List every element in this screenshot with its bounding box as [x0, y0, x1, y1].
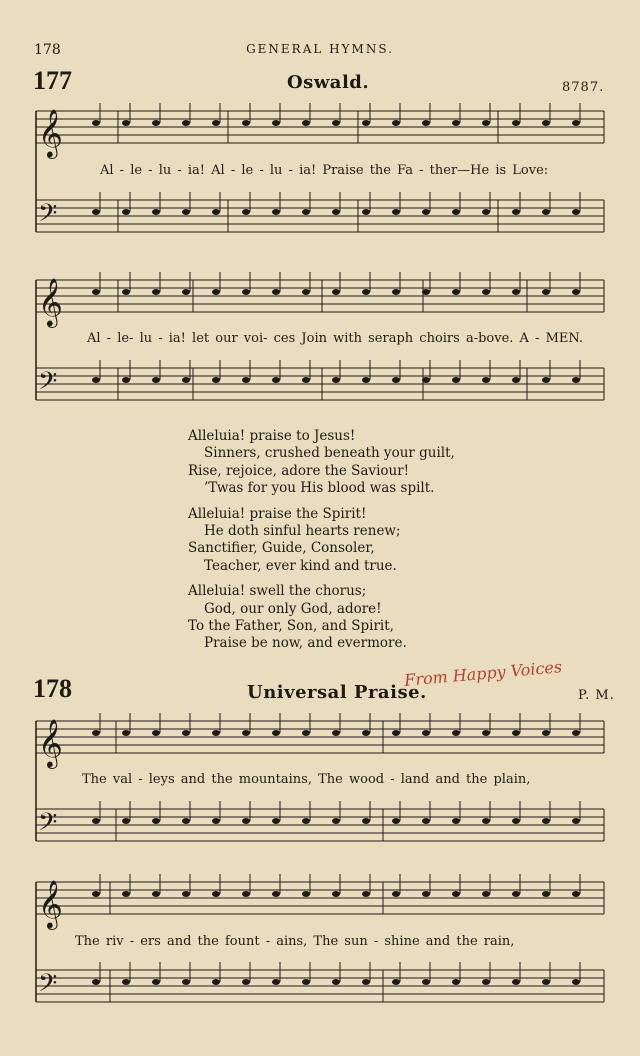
verse-line: God, our only God, adore! [204, 600, 382, 617]
treble-clef: 𝄞 [38, 277, 63, 326]
note-head [482, 979, 490, 985]
note-head [362, 289, 370, 295]
note-head [92, 209, 100, 215]
bass-clef: 𝄢 [38, 808, 58, 843]
note-head [392, 289, 400, 295]
note-head [92, 377, 100, 383]
note-head [242, 979, 250, 985]
note-head [512, 289, 520, 295]
note-head [512, 377, 520, 383]
note-head [242, 120, 250, 126]
note-head [452, 377, 460, 383]
note-head [452, 818, 460, 824]
note-head [572, 209, 580, 215]
note-head [422, 730, 430, 736]
note-head [452, 209, 460, 215]
note-head [392, 209, 400, 215]
lyrics-177-line-1: Al - le - lu - ia! Al - le - lu - ia! Praise the Fa - ther—He is Love: [100, 163, 549, 178]
verse-line: He doth sinful hearts renew; [204, 523, 401, 540]
note-head [452, 120, 460, 126]
note-head [392, 818, 400, 824]
note-head [542, 979, 550, 985]
note-head [542, 289, 550, 295]
note-head [242, 377, 250, 383]
note-head [422, 120, 430, 126]
note-head [272, 209, 280, 215]
note-head [572, 979, 580, 985]
tune-name-oswald: Oswald. [287, 72, 370, 93]
verse-line: Alleluia! swell the chorus; [188, 583, 367, 600]
note-head [362, 818, 370, 824]
note-head [302, 730, 310, 736]
note-head [152, 891, 160, 897]
verse-line: Rise, rejoice, adore the Saviour! [188, 462, 410, 479]
note-head [242, 289, 250, 295]
note-head [212, 891, 220, 897]
note-head [332, 730, 340, 736]
note-head [272, 730, 280, 736]
tune-name-universal-praise: Universal Praise. [247, 682, 427, 703]
note-head [452, 979, 460, 985]
note-head [542, 891, 550, 897]
note-head [302, 209, 310, 215]
verse-3 [188, 506, 455, 576]
verse-line: Sanctifier, Guide, Consoler, [188, 540, 375, 557]
note-head [152, 730, 160, 736]
note-head [122, 730, 130, 736]
note-head [422, 818, 430, 824]
note-head [242, 209, 250, 215]
verse-line: Alleluia! praise to Jesus! [188, 428, 356, 444]
note-head [332, 209, 340, 215]
note-head [572, 891, 580, 897]
verse-line: Alleluia! praise the Spirit! [188, 505, 367, 522]
note-head [422, 979, 430, 985]
note-head [272, 818, 280, 824]
note-head [542, 818, 550, 824]
verse-line: Praise be now, and evermore. [204, 635, 407, 652]
note-head [302, 979, 310, 985]
note-head [362, 730, 370, 736]
note-head [212, 818, 220, 824]
bass-clef: 𝄢 [38, 969, 58, 1004]
note-head [152, 289, 160, 295]
note-head [152, 818, 160, 824]
note-head [482, 377, 490, 383]
note-head [572, 120, 580, 126]
note-head [572, 289, 580, 295]
hymn-number-178: 178 [33, 674, 72, 703]
note-head [182, 891, 190, 897]
note-head [122, 818, 130, 824]
note-head [542, 120, 550, 126]
bass-clef: 𝄢 [38, 367, 58, 402]
note-head [302, 891, 310, 897]
note-head [92, 818, 100, 824]
note-head [512, 120, 520, 126]
note-head [512, 818, 520, 824]
verse-line: Teacher, ever kind and true. [204, 557, 397, 574]
note-head [92, 891, 100, 897]
verse-line: Sinners, crushed beneath your guilt, [204, 445, 455, 462]
note-head [392, 730, 400, 736]
note-head [122, 209, 130, 215]
note-head [212, 289, 220, 295]
note-head [332, 289, 340, 295]
note-head [242, 730, 250, 736]
note-head [482, 891, 490, 897]
hymn-number-177: 177 [33, 66, 72, 95]
meter-177: 8787. [562, 80, 605, 95]
note-head [182, 818, 190, 824]
note-head [422, 377, 430, 383]
note-head [422, 209, 430, 215]
meter-178: P. M. [578, 688, 615, 703]
note-head [572, 377, 580, 383]
verse-line: ’Twas for you His blood was spilt. [204, 480, 435, 497]
note-head [302, 377, 310, 383]
note-head [122, 289, 130, 295]
treble-clef: 𝄞 [38, 108, 63, 157]
verse-line: To the Father, Son, and Spirit, [188, 618, 394, 635]
note-head [182, 730, 190, 736]
note-head [362, 209, 370, 215]
note-head [452, 289, 460, 295]
note-head [392, 120, 400, 126]
note-head [302, 289, 310, 295]
lyrics-178-line-1: The val - leys and the mountains, The wood - land and the plain, [82, 772, 531, 787]
treble-clef: 𝄞 [38, 879, 63, 928]
lyrics-178-line-2: The riv - ers and the fount - ains, The sun - shine and the rain, [75, 934, 515, 949]
note-head [92, 730, 100, 736]
note-head [332, 891, 340, 897]
note-head [362, 120, 370, 126]
note-head [332, 377, 340, 383]
note-head [332, 120, 340, 126]
note-head [212, 120, 220, 126]
note-head [182, 209, 190, 215]
note-head [482, 209, 490, 215]
note-head [122, 120, 130, 126]
note-head [422, 289, 430, 295]
note-head [152, 209, 160, 215]
note-head [512, 730, 520, 736]
note-head [242, 891, 250, 897]
page-number: 178 [34, 42, 61, 58]
lyrics-177-line-2: Al - le- lu - ia! let our voi- ces Join with seraph choirs a-bove. A - MEN. [87, 331, 584, 346]
note-head [302, 120, 310, 126]
note-head [92, 120, 100, 126]
note-head [572, 818, 580, 824]
note-head [452, 891, 460, 897]
note-head [152, 120, 160, 126]
note-head [572, 730, 580, 736]
note-head [452, 730, 460, 736]
note-head [362, 891, 370, 897]
note-head [392, 979, 400, 985]
verse-2 [188, 428, 455, 498]
note-head [542, 377, 550, 383]
note-head [272, 289, 280, 295]
note-head [182, 289, 190, 295]
note-head [392, 891, 400, 897]
note-head [122, 979, 130, 985]
note-head [482, 730, 490, 736]
note-head [482, 818, 490, 824]
note-head [152, 377, 160, 383]
note-head [92, 979, 100, 985]
treble-clef: 𝄞 [38, 718, 63, 767]
note-head [512, 979, 520, 985]
handwritten-annotation: From Happy Voices [403, 657, 563, 690]
note-head [482, 289, 490, 295]
note-head [212, 209, 220, 215]
note-head [272, 891, 280, 897]
note-head [392, 377, 400, 383]
note-head [272, 979, 280, 985]
note-head [152, 979, 160, 985]
note-head [272, 377, 280, 383]
note-head [272, 120, 280, 126]
note-head [332, 818, 340, 824]
note-head [512, 891, 520, 897]
note-head [482, 120, 490, 126]
note-head [122, 377, 130, 383]
note-head [182, 979, 190, 985]
bass-clef: 𝄢 [38, 199, 58, 234]
note-head [422, 891, 430, 897]
note-head [332, 979, 340, 985]
note-head [212, 730, 220, 736]
note-head [212, 979, 220, 985]
note-head [182, 377, 190, 383]
note-head [302, 818, 310, 824]
verse-4 [188, 583, 455, 653]
note-head [542, 730, 550, 736]
note-head [512, 209, 520, 215]
note-head [242, 818, 250, 824]
running-head: GENERAL HYMNS. [246, 42, 394, 56]
verses-177 [188, 428, 455, 661]
note-head [122, 891, 130, 897]
note-head [182, 120, 190, 126]
note-head [362, 377, 370, 383]
note-head [362, 979, 370, 985]
note-head [92, 289, 100, 295]
note-head [542, 209, 550, 215]
note-head [212, 377, 220, 383]
